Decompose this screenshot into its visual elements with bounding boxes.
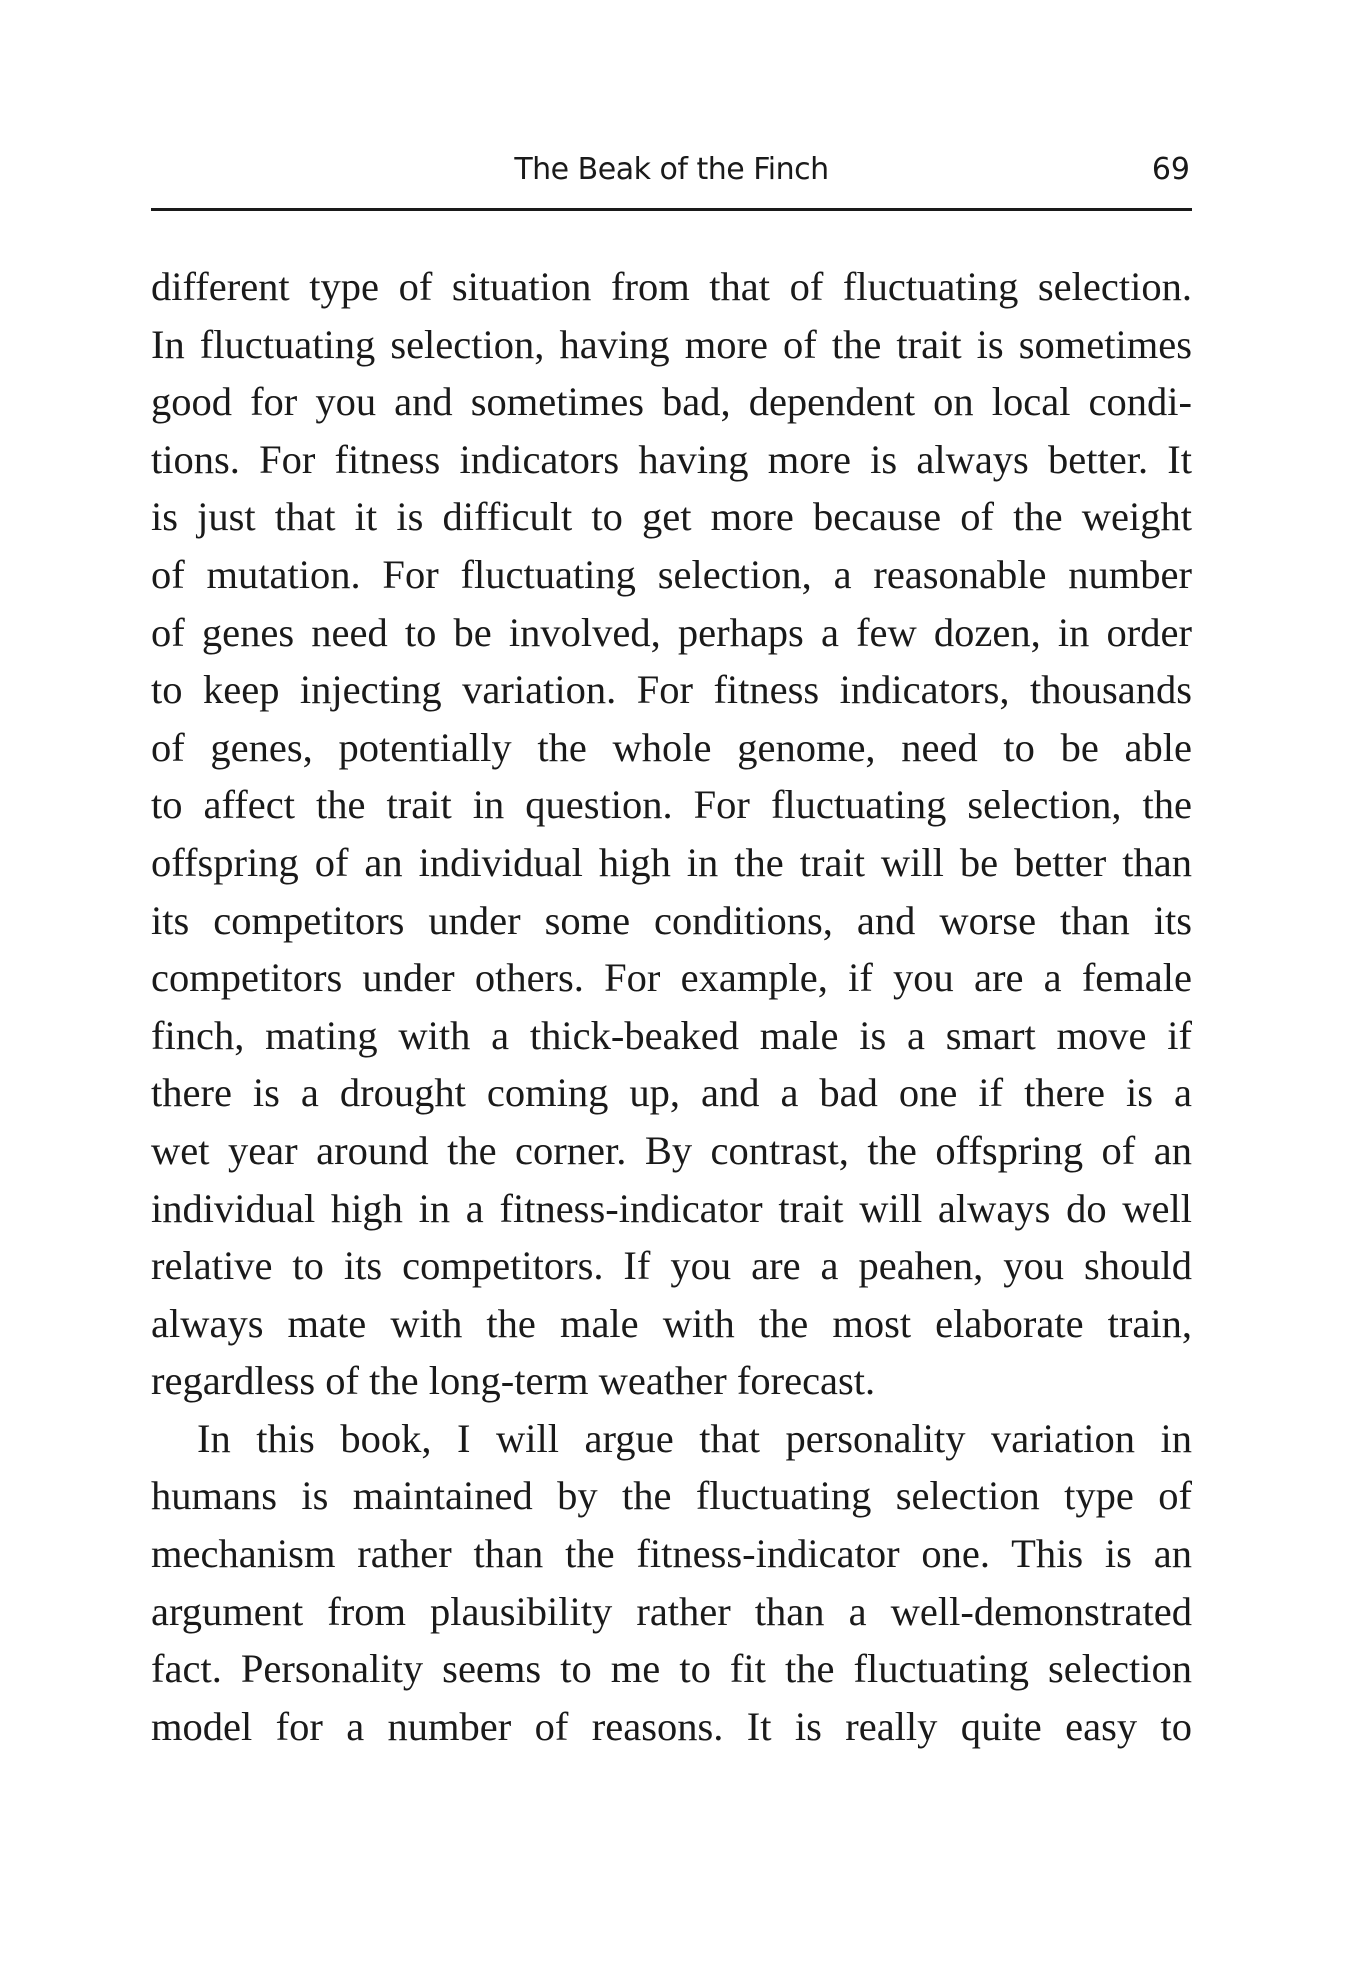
text-line: different type of situation from that of fluctuating selection.	[151, 264, 1192, 309]
text-line: of genes, potentially the whole genome, need to be able	[151, 724, 1192, 770]
text-line: fact. Personality seems to me to fit the fluctuating selection	[151, 1646, 1192, 1692]
text-line: In this book, I will argue that personality variation in	[197, 1415, 1192, 1461]
text-line: offspring of an individual high in the trait will be better than	[151, 839, 1192, 885]
running-header	[151, 150, 1192, 211]
text-line: of genes need to be involved, perhaps a few dozen, in order	[151, 609, 1192, 655]
text-line: individual high in a fitness-indicator trait will always do well	[151, 1185, 1192, 1231]
text-line: argument from plausibility rather than a well-demonstrated	[151, 1588, 1192, 1634]
text-line: In fluctuating selection, having more of the trait is sometimes	[151, 321, 1192, 367]
text-line: its competitors under some conditions, and worse than its	[151, 897, 1192, 943]
text-line: mechanism rather than the fitness-indicator one. This is an	[151, 1531, 1192, 1577]
text-line: regardless of the long-term weather forecast.	[151, 1358, 876, 1404]
text-line: there is a drought coming up, and a bad one if there is a	[151, 1070, 1192, 1116]
text-line: always mate with the male with the most elaborate train,	[151, 1300, 1192, 1346]
body-text	[151, 258, 1192, 1755]
text-line: to affect the trait in question. For fluctuating selection, the	[151, 782, 1192, 828]
text-line: competitors under others. For example, if you are a female	[151, 955, 1192, 1001]
paragraph-1	[151, 258, 1192, 1410]
text-line: tions. For fitness indicators having more is always better. It	[151, 436, 1192, 482]
page-number: 69	[1151, 152, 1190, 187]
text-line: good for you and sometimes bad, dependent on local condi-	[151, 379, 1192, 425]
running-title: The Beak of the Finch	[514, 152, 829, 187]
text-line: to keep injecting variation. For fitness indicators, thousands	[151, 667, 1192, 713]
text-line: humans is maintained by the fluctuating selection type of	[151, 1473, 1192, 1519]
text-line: is just that it is difficult to get more because of the weight	[151, 494, 1192, 540]
text-line: relative to its competitors. If you are a peahen, you should	[151, 1243, 1192, 1289]
text-line: of mutation. For fluctuating selection, a reasonable number	[151, 551, 1192, 597]
text-line: wet year around the corner. By contrast, the offspring of an	[151, 1127, 1192, 1173]
text-line: finch, mating with a thick-beaked male is a smart move if	[151, 1012, 1192, 1058]
text-line: model for a number of reasons. It is really quite easy to	[151, 1703, 1192, 1749]
paragraph-2	[151, 1410, 1192, 1756]
